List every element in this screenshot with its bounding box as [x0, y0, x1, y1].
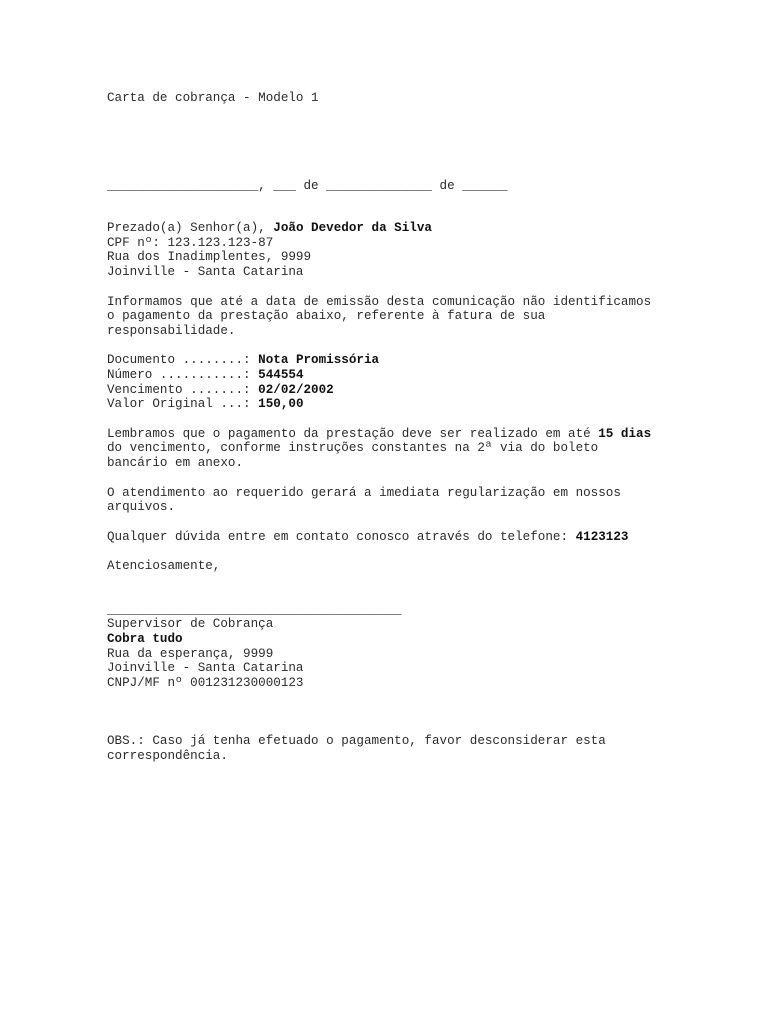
signature-role: Supervisor de Cobrança	[107, 617, 274, 632]
debt-details	[107, 353, 667, 411]
contact-phone: 4123123	[575, 529, 629, 544]
closing-text: Atenciosamente,	[107, 559, 221, 574]
detail-label: Número ...........:	[107, 367, 259, 382]
detail-row	[107, 368, 667, 383]
reminder-deadline: 15 dias	[598, 426, 652, 441]
detail-row	[107, 397, 667, 412]
document-title: Carta de cobrança - Modelo 1	[107, 91, 319, 105]
recipient-salutation	[107, 221, 667, 236]
salutation-text: Prezado(a) Senhor(a),	[107, 221, 274, 236]
signature-company: Cobra tudo	[107, 632, 183, 647]
detail-value: Nota Promissória	[258, 353, 380, 368]
detail-value: 544554	[258, 367, 304, 382]
intro-paragraph: Informamos que até a data de emissão desta comunicação não identificamos o pagamento da prestação abaixo, referente à fatura de sua responsabilidade.	[107, 294, 652, 338]
signature-city: Joinville - Santa Catarina	[107, 661, 304, 676]
recipient-name: João Devedor da Silva	[273, 221, 432, 236]
detail-label: Valor Original ...:	[107, 397, 259, 412]
signature-cnpj: CNPJ/MF nº 001231230000123	[107, 675, 304, 690]
contact-paragraph	[107, 530, 667, 545]
detail-value: 150,00	[258, 397, 304, 412]
regularization-paragraph: O atendimento ao requerido gerará a imediata regularização em nossos arquivos.	[107, 485, 621, 515]
detail-value: 02/02/2002	[258, 382, 334, 397]
signature-line: _______________________________________	[107, 602, 402, 617]
recipient-city: Joinville - Santa Catarina	[107, 264, 304, 279]
letter-page	[107, 91, 667, 764]
detail-label: Documento ........:	[107, 353, 259, 368]
recipient-cpf: CPF nº: 123.123.123-87	[107, 235, 274, 250]
detail-row	[107, 383, 667, 398]
obs-note: OBS.: Caso já tenha efetuado o pagamento, favor desconsiderar esta correspondência.	[107, 734, 606, 764]
reminder-text-after: do vencimento, conforme instruções constantes na 2ª via do boleto bancário em anexo.	[107, 441, 599, 470]
reminder-text-before: Lembramos que o pagamento da prestação deve ser realizado em até	[107, 426, 599, 441]
recipient-address: Rua dos Inadimplentes, 9999	[107, 250, 312, 265]
detail-row	[107, 353, 667, 368]
date-placeholder-line: ____________________, ___ de ______________ de ______	[107, 178, 508, 193]
recipient-block	[107, 221, 667, 279]
contact-text: Qualquer dúvida entre em contato conosco através do telefone:	[107, 529, 576, 544]
detail-label: Vencimento .......:	[107, 382, 259, 397]
reminder-paragraph	[107, 427, 659, 471]
signature-block	[107, 603, 667, 691]
signature-address: Rua da esperança, 9999	[107, 646, 274, 661]
